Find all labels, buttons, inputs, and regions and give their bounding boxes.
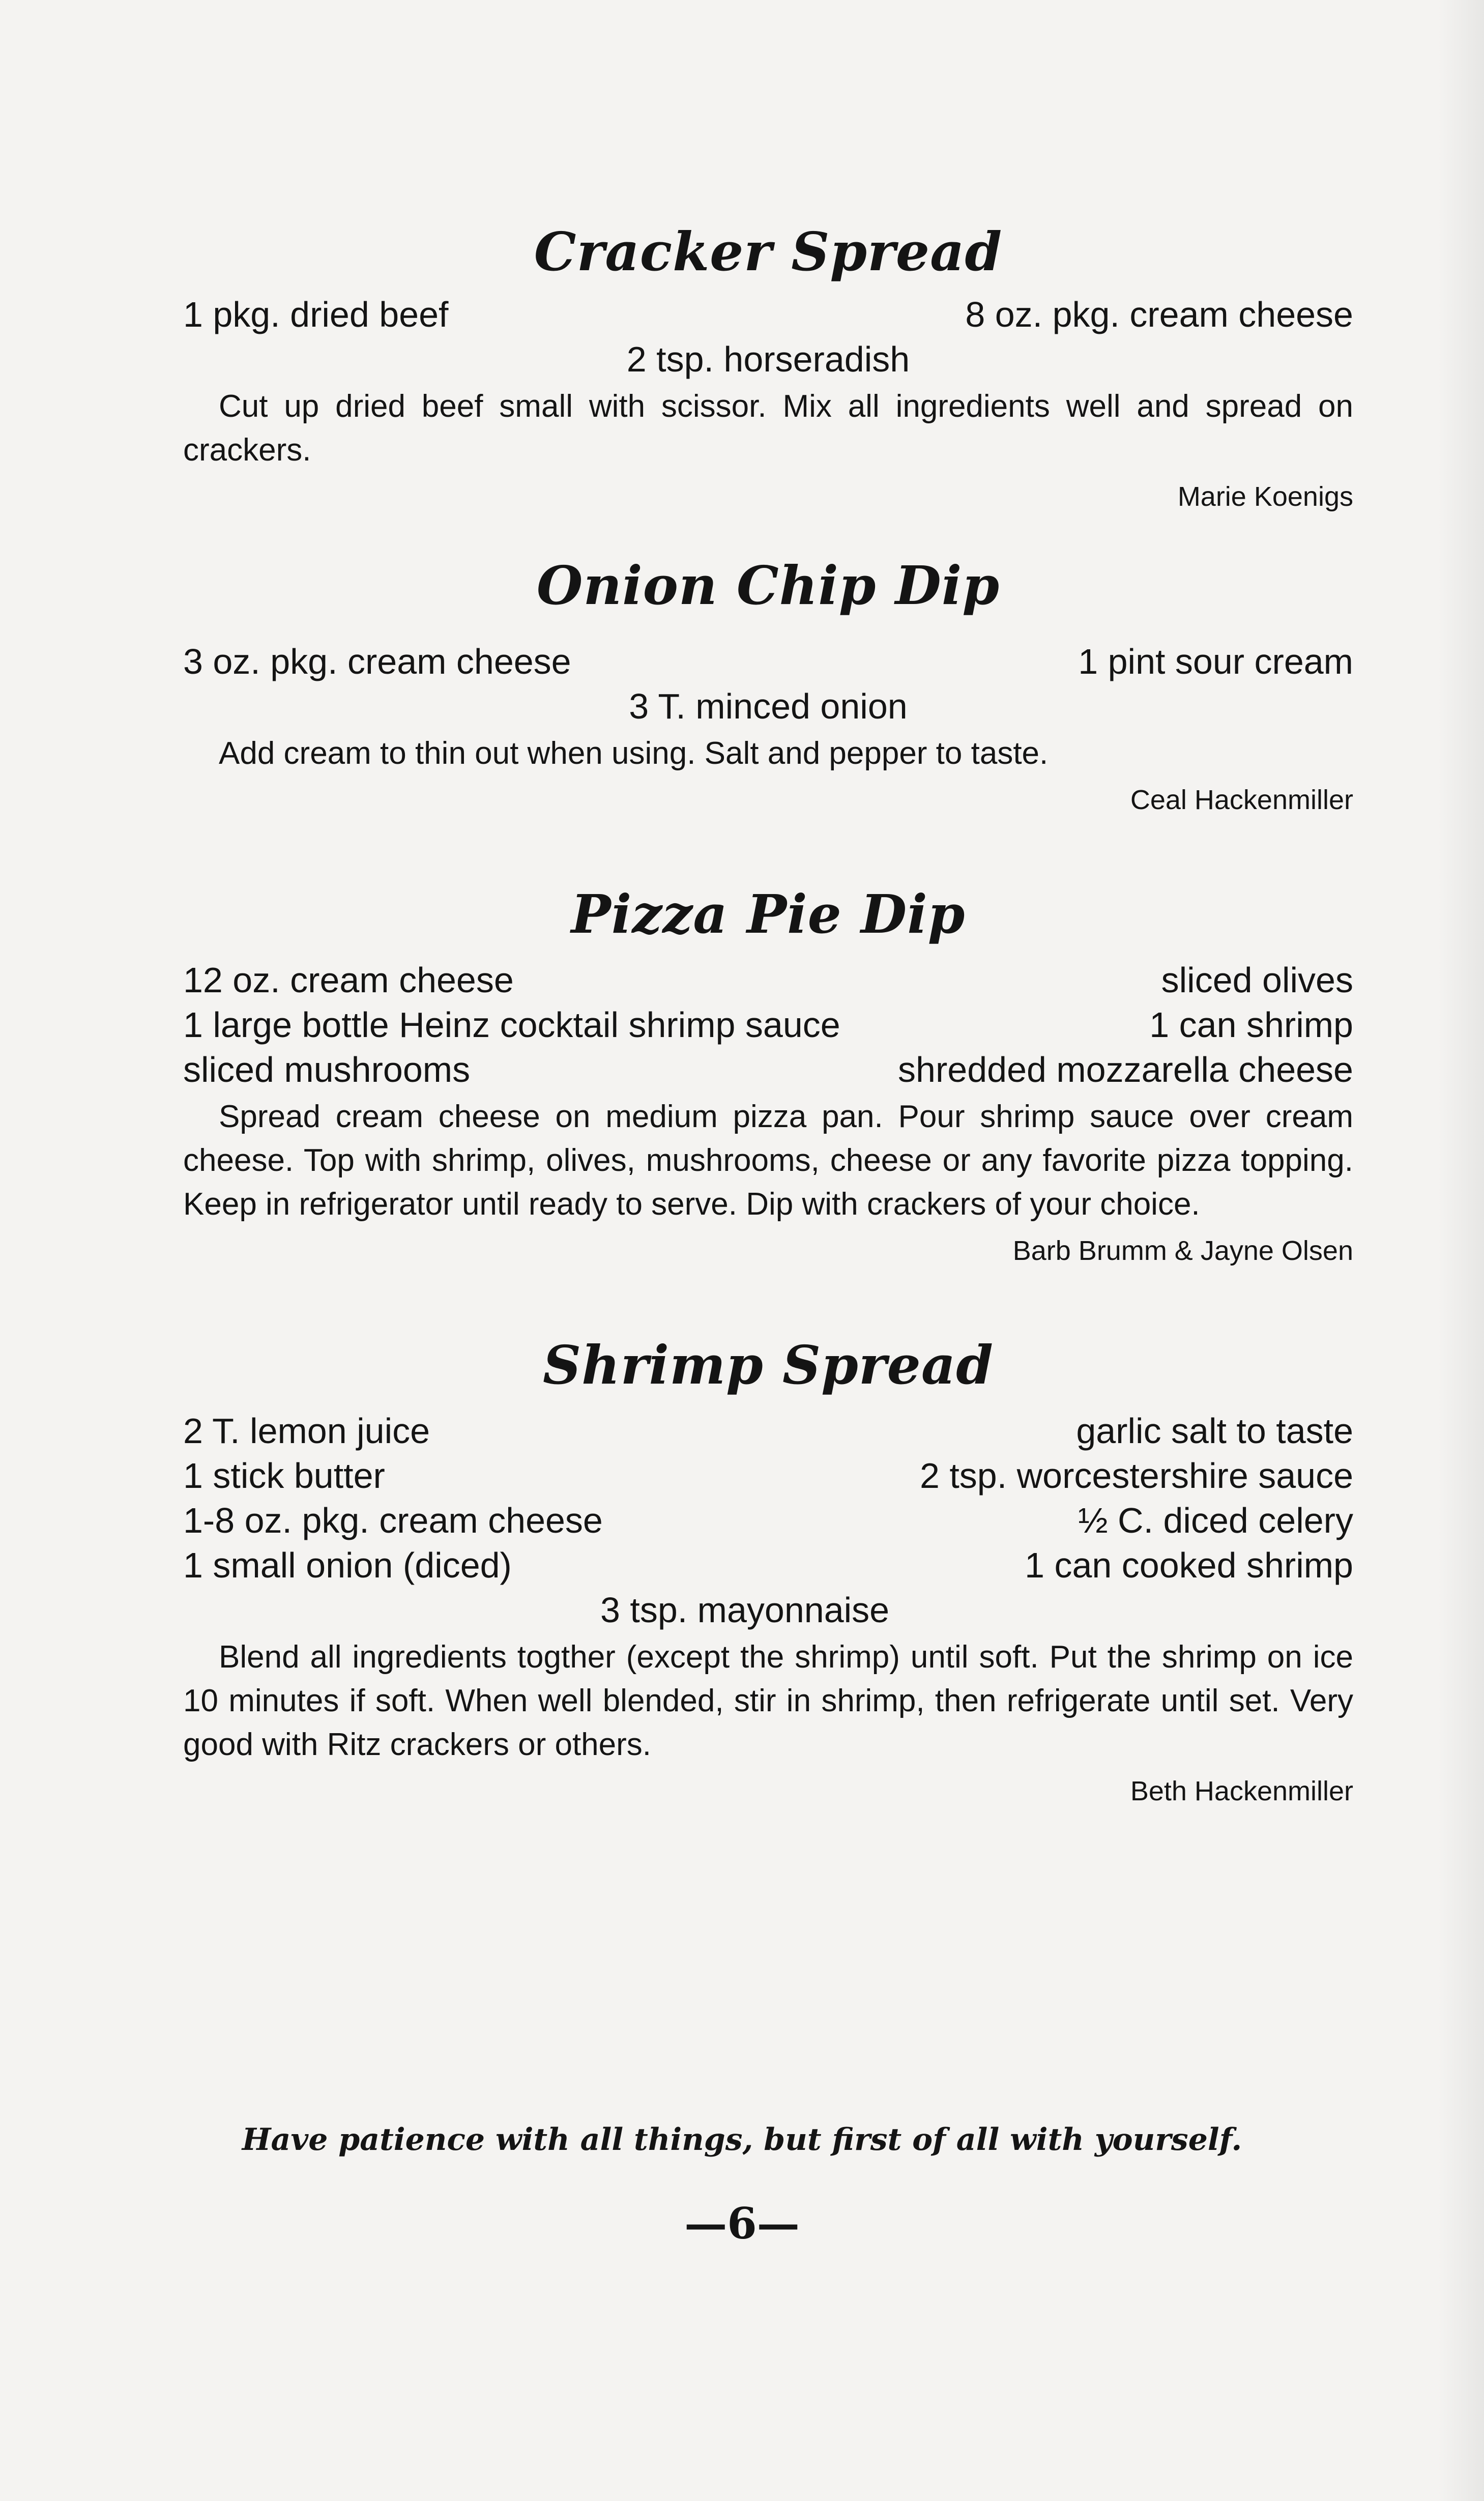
ingredient: 12 oz. cream cheese <box>183 960 514 1000</box>
recipe-directions: Cut up dried beef small with scissor. Mix all ingredients well and spread on crackers. <box>183 389 1353 468</box>
recipe-directions: Blend all ingredients togther (except the shrimp) until soft. Put the shrimp on ice 10 minutes if soft. When well blended, stir in shrimp, then refrigerate until set. Very good with Ritz crackers or others. <box>183 1640 1353 1762</box>
ingredient: 1 stick butter <box>183 1456 385 1496</box>
ingredient: 1 can cooked shrimp <box>1025 1545 1353 1585</box>
ingredient: garlic salt to taste <box>1076 1411 1353 1451</box>
ingredient-row <box>183 684 1353 729</box>
page-number: —6— <box>684 2198 800 2249</box>
recipe-onion-chip-dip <box>183 553 1353 820</box>
ingredient: 3 oz. pkg. cream cheese <box>183 642 571 681</box>
recipe-cracker-spread <box>183 219 1353 517</box>
recipe-directions: Spread cream cheese on medium pizza pan. Pour shrimp sauce over cream cheese. Top with shrimp, olives, mushrooms, cheese or any favorite pizza topping. Keep in refrigerator until ready to serve. Dip with crackers of your choice. <box>183 1099 1353 1222</box>
recipe-title: Pizza Pie Dip <box>571 883 966 945</box>
ingredient: 2 T. lemon juice <box>183 1411 430 1451</box>
ingredient-row <box>183 1047 1353 1092</box>
recipe-title: Shrimp Spread <box>543 1334 994 1396</box>
ingredient-row <box>183 1453 1353 1498</box>
ingredient: 3 T. minced onion <box>629 686 908 726</box>
recipe-page-content <box>183 219 1353 1812</box>
ingredient-row <box>183 958 1353 1002</box>
recipe-title: Cracker Spread <box>534 220 1003 283</box>
recipe-contributor: Beth Hackenmiller <box>1130 1776 1353 1806</box>
ingredient: 3 tsp. mayonnaise <box>600 1590 890 1630</box>
recipe-contributor: Marie Koenigs <box>1177 481 1353 512</box>
recipe-directions: Add cream to thin out when using. Salt and pepper to taste. <box>219 736 1049 771</box>
ingredient: 1 small onion (diced) <box>183 1545 512 1585</box>
ingredient: 8 oz. pkg. cream cheese <box>965 295 1353 334</box>
ingredient: ½ C. diced celery <box>1078 1501 1353 1540</box>
ingredient-row <box>183 1498 1353 1543</box>
recipe-title: Onion Chip Dip <box>536 554 1000 617</box>
recipe-shrimp-spread <box>183 1332 1353 1812</box>
ingredient: 1 pkg. dried beef <box>183 295 449 334</box>
ingredient: 1 large bottle Heinz cocktail shrimp sauce <box>183 1005 840 1045</box>
ingredient: 2 tsp. horseradish <box>626 339 910 379</box>
footer-quote: Have patience with all things, but first of all with yourself. <box>242 2122 1242 2158</box>
recipe-pizza-pie-dip <box>183 881 1353 1271</box>
ingredient-row <box>183 292 1353 337</box>
ingredient-row <box>183 1002 1353 1047</box>
ingredient: 2 tsp. worcestershire sauce <box>919 1456 1353 1496</box>
ingredient-row <box>183 1543 1353 1588</box>
ingredient-row <box>183 1408 1353 1453</box>
ingredient: sliced mushrooms <box>183 1050 471 1089</box>
ingredient: shredded mozzarella cheese <box>898 1050 1353 1089</box>
ingredient-row <box>183 639 1353 684</box>
ingredient-row <box>183 1588 1353 1632</box>
recipe-contributor: Barb Brumm & Jayne Olsen <box>1012 1235 1353 1266</box>
ingredient: sliced olives <box>1161 960 1353 1000</box>
ingredient: 1 pint sour cream <box>1078 642 1353 681</box>
ingredient-row <box>183 337 1353 382</box>
ingredient: 1-8 oz. pkg. cream cheese <box>183 1501 603 1540</box>
recipe-contributor: Ceal Hackenmiller <box>1130 785 1353 815</box>
ingredient: 1 can shrimp <box>1149 1005 1353 1045</box>
